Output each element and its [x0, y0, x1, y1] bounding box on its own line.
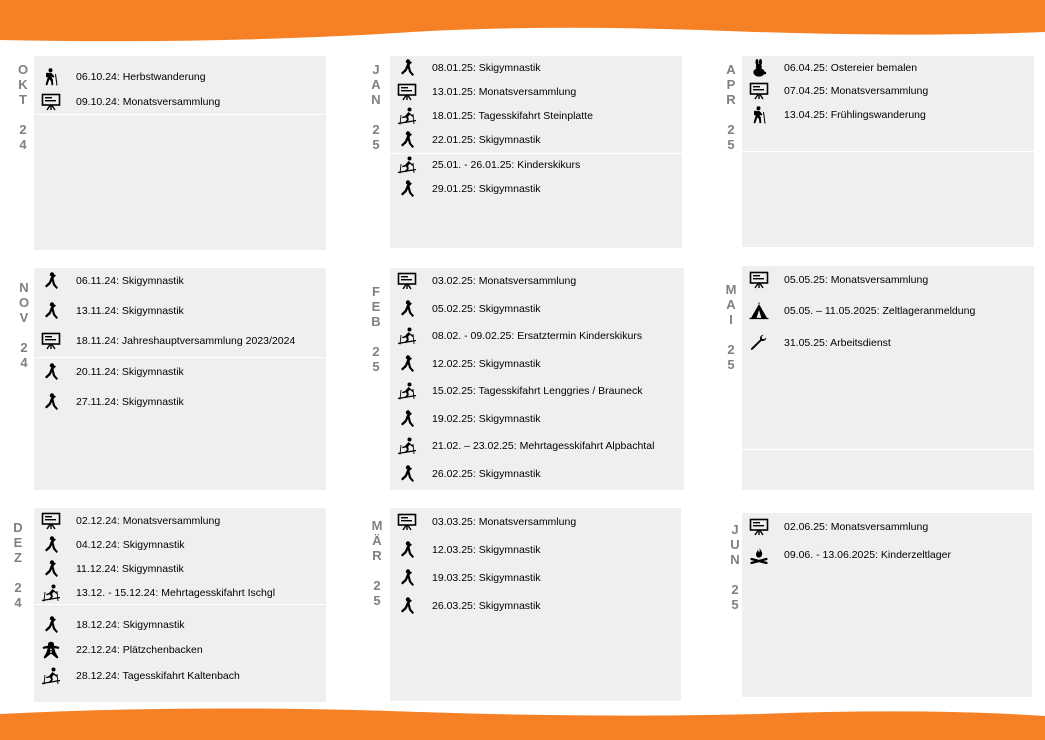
skiing-icon [40, 667, 62, 685]
event-text: 05.05. – 11.05.2025: Zeltlageranmeldung [784, 305, 976, 317]
gymnastics-icon [396, 569, 418, 587]
event-item [390, 541, 541, 559]
gingerbread-icon [40, 641, 62, 659]
presentation-board-icon [748, 271, 770, 289]
gymnastics-icon [40, 302, 62, 320]
event-text: 18.12.24: Skigymnastik [76, 619, 185, 631]
gymnastics-icon [396, 355, 418, 373]
gymnastics-icon [40, 393, 62, 411]
event-item [34, 641, 203, 659]
event-text: 03.02.25: Monatsversammlung [432, 275, 577, 287]
event-item [390, 410, 541, 428]
event-text: 18.01.25: Tagesskifahrt Steinplatte [432, 110, 593, 122]
month-label: D E Z 2 4 [13, 520, 23, 610]
event-item [742, 334, 891, 352]
event-item [390, 513, 576, 531]
event-item [742, 302, 975, 320]
event-item [390, 597, 541, 615]
event-item [390, 59, 541, 77]
event-item [390, 569, 541, 587]
event-item [34, 93, 220, 111]
event-item [390, 355, 541, 373]
event-text: 28.12.24: Tagesskifahrt Kaltenbach [76, 670, 240, 682]
event-text: 19.02.25: Skigymnastik [432, 413, 541, 425]
wrench-icon [748, 334, 770, 352]
event-text: 05.02.25: Skigymnastik [432, 303, 541, 315]
month-events-panel [742, 513, 1032, 697]
month-label: O K T 2 4 [17, 62, 29, 152]
event-text: 07.04.25: Monatsversammlung [784, 85, 929, 97]
event-item [390, 437, 654, 455]
event-item [390, 180, 541, 198]
event-text: 25.01. - 26.01.25: Kinderskikurs [432, 159, 581, 171]
event-item [390, 465, 541, 483]
event-text: 05.05.25: Monatsversammlung [784, 274, 929, 286]
skiing-icon [396, 156, 418, 174]
event-item [34, 584, 275, 602]
event-item [34, 393, 184, 411]
event-text: 06.04.25: Ostereier bemalen [784, 62, 918, 74]
event-item [742, 518, 928, 536]
event-text: 09.10.24: Monatsversammlung [76, 96, 221, 108]
month-label: A P R 2 5 [726, 62, 736, 152]
month-label: F E B 2 5 [371, 284, 381, 374]
event-text: 12.03.25: Skigymnastik [432, 544, 541, 556]
gymnastics-icon [396, 597, 418, 615]
month-events-panel [390, 508, 681, 701]
month-events-panel [34, 268, 326, 490]
gymnastics-icon [40, 536, 62, 554]
event-item [390, 107, 593, 125]
event-text: 15.02.25: Tagesskifahrt Lenggries / Brauneck [432, 385, 643, 397]
event-item [390, 131, 541, 149]
event-text: 29.01.25: Skigymnastik [432, 183, 541, 195]
presentation-board-icon [396, 513, 418, 531]
presentation-board-icon [40, 93, 62, 111]
event-item [390, 300, 541, 318]
event-item [742, 59, 917, 77]
event-item [390, 83, 576, 101]
event-text: 18.11.24: Jahreshauptversammlung 2023/2024 [76, 335, 296, 347]
event-text: 06.10.24: Herbstwanderung [76, 71, 206, 83]
month-events-panel [34, 508, 326, 702]
event-item [742, 271, 928, 289]
month-label: J A N 2 5 [371, 62, 381, 152]
gymnastics-icon [396, 541, 418, 559]
event-item [34, 512, 220, 530]
event-text: 22.12.24: Plätzchenbacken [76, 644, 203, 656]
event-text: 13.12. - 15.12.24: Mehrtagesskifahrt Ischgl [76, 587, 276, 599]
event-text: 12.02.25: Skigymnastik [432, 358, 541, 370]
event-text: 02.06.25: Monatsversammlung [784, 521, 929, 533]
event-text: 27.11.24: Skigymnastik [76, 396, 184, 408]
event-text: 02.12.24: Monatsversammlung [76, 515, 221, 527]
event-item [34, 363, 184, 381]
event-text: 26.03.25: Skigymnastik [432, 600, 541, 612]
skiing-icon [396, 437, 418, 455]
event-item [742, 546, 951, 564]
event-item [34, 536, 185, 554]
presentation-board-icon [396, 83, 418, 101]
gymnastics-icon [396, 131, 418, 149]
skiing-icon [396, 107, 418, 125]
easter-bunny-icon [748, 59, 770, 77]
month-events-panel [390, 268, 684, 490]
skiing-icon [396, 382, 418, 400]
top-orange-band [0, 0, 1045, 44]
gymnastics-icon [396, 59, 418, 77]
bottom-orange-band [0, 704, 1045, 740]
event-text: 13.01.25: Monatsversammlung [432, 86, 577, 98]
event-text: 08.02. - 09.02.25: Ersatztermin Kinderskikurs [432, 330, 643, 342]
event-item [390, 327, 642, 345]
event-text: 21.02. – 23.02.25: Mehrtagesskifahrt Alpbachtal [432, 440, 655, 452]
event-item [34, 302, 184, 320]
gymnastics-icon [40, 560, 62, 578]
event-text: 13.04.25: Frühlingswanderung [784, 109, 926, 121]
campfire-icon [748, 546, 770, 564]
event-text: 13.11.24: Skigymnastik [76, 305, 184, 317]
month-events-panel [742, 266, 1034, 490]
month-events-panel [742, 56, 1034, 247]
event-text: 26.02.25: Skigymnastik [432, 468, 541, 480]
event-item [34, 332, 295, 350]
presentation-board-icon [40, 512, 62, 530]
event-item [742, 106, 926, 124]
gymnastics-icon [40, 616, 62, 634]
tent-icon [748, 302, 770, 320]
event-text: 09.06. - 13.06.2025: Kinderzeltlager [784, 549, 951, 561]
month-events-panel [34, 56, 326, 250]
event-item [34, 616, 185, 634]
month-label: N O V 2 4 [18, 280, 30, 370]
event-text: 03.03.25: Monatsversammlung [432, 516, 577, 528]
event-text: 08.01.25: Skigymnastik [432, 62, 541, 74]
gymnastics-icon [396, 300, 418, 318]
event-item [34, 667, 240, 685]
month-label: J U N 2 5 [730, 522, 740, 612]
skiing-icon [40, 584, 62, 602]
event-item [390, 382, 643, 400]
event-text: 20.11.24: Skigymnastik [76, 366, 184, 378]
skiing-icon [396, 327, 418, 345]
month-events-panel [390, 56, 682, 248]
hiking-icon [40, 68, 62, 86]
event-text: 06.11.24: Skigymnastik [76, 275, 184, 287]
event-item [34, 68, 206, 86]
gymnastics-icon [396, 410, 418, 428]
event-text: 31.05.25: Arbeitsdienst [784, 337, 891, 349]
presentation-board-icon [748, 518, 770, 536]
hiking-icon [748, 106, 770, 124]
event-item [390, 156, 580, 174]
event-text: 19.03.25: Skigymnastik [432, 572, 541, 584]
event-item [390, 272, 576, 290]
event-text: 22.01.25: Skigymnastik [432, 134, 541, 146]
event-text: 04.12.24: Skigymnastik [76, 539, 185, 551]
presentation-board-icon [748, 82, 770, 100]
event-item [34, 560, 184, 578]
month-label: M Ä R 2 5 [371, 518, 383, 608]
gymnastics-icon [40, 272, 62, 290]
gymnastics-icon [396, 465, 418, 483]
event-item [742, 82, 928, 100]
event-item [34, 272, 184, 290]
month-label: M A I 2 5 [725, 282, 737, 372]
gymnastics-icon [40, 363, 62, 381]
gymnastics-icon [396, 180, 418, 198]
event-text: 11.12.24: Skigymnastik [76, 563, 184, 575]
presentation-board-icon [40, 332, 62, 350]
presentation-board-icon [396, 272, 418, 290]
